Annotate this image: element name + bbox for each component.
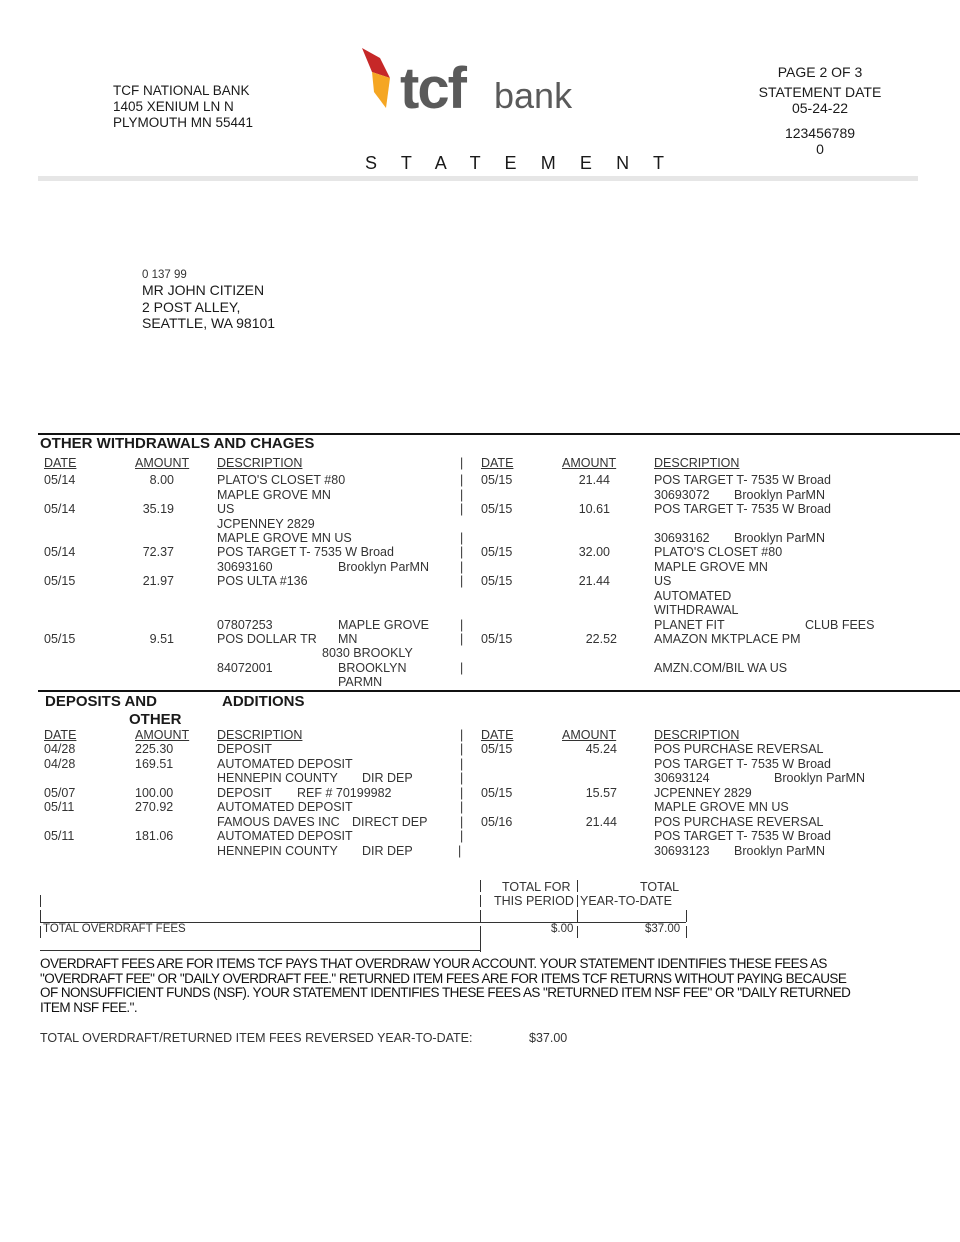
col-description: DESCRIPTION — [654, 456, 740, 470]
fee-period-value: $.00 — [551, 923, 574, 935]
page-number: PAGE 2 OF 3 — [777, 64, 863, 80]
txn-date: 05/14 — [44, 502, 76, 516]
table-rule — [577, 880, 578, 892]
table-rule — [40, 950, 480, 951]
txn-desc: DEPOSIT — [217, 786, 272, 800]
separator: | — [460, 456, 464, 470]
txn-date: 04/28 — [44, 757, 76, 771]
txn-amount: 9.51 — [149, 632, 174, 646]
txn-desc: PLANET FIT — [654, 618, 725, 632]
txn-desc: 30693162 — [654, 531, 710, 545]
col-description: DESCRIPTION — [217, 456, 303, 470]
txn-desc: JCPENNEY 2829 — [217, 517, 315, 531]
txn-desc: POS PURCHASE REVERSAL — [654, 742, 824, 756]
txn-desc: POS PURCHASE REVERSAL — [654, 815, 824, 829]
table-rule — [40, 895, 41, 907]
separator: | — [458, 844, 462, 858]
col-amount: AMOUNT — [135, 456, 190, 470]
separator: | — [460, 531, 464, 545]
deposits-title-c: ADDITIONS — [222, 693, 305, 710]
statement-date-label: STATEMENT DATE — [758, 84, 882, 100]
separator: | — [460, 829, 464, 843]
fee-col-period: TOTAL FOR — [502, 880, 571, 894]
fee-ytd-value: $37.00 — [645, 923, 681, 935]
txn-desc: POS TARGET T- 7535 W Broad — [654, 829, 831, 843]
txn-desc: AMZN.COM/BIL WA US — [654, 661, 788, 675]
txn-amount: 35.19 — [142, 502, 174, 516]
txn-desc: AUTOMATED DEPOSIT — [217, 757, 353, 771]
customer-address — [142, 268, 275, 332]
txn-date: 05/15 — [481, 545, 513, 559]
txn-date: 05/15 — [481, 502, 513, 516]
txn-amount: 15.57 — [585, 786, 617, 800]
txn-date: 05/16 — [481, 815, 513, 829]
txn-date: 05/15 — [481, 742, 513, 756]
bank-city: PLYMOUTH MN 55441 — [113, 115, 254, 130]
separator: | — [460, 742, 464, 756]
txn-desc: DIR DEP — [362, 771, 413, 785]
table-rule — [577, 926, 578, 938]
txn-desc: 84072001 — [217, 661, 273, 675]
txn-date: 05/15 — [481, 632, 513, 646]
txn-desc: 30693124 — [654, 771, 710, 785]
txn-desc: DIR DEP — [362, 844, 413, 858]
col-amount: AMOUNT — [562, 728, 617, 742]
txn-desc: PARMN — [338, 675, 383, 689]
table-rule — [686, 926, 687, 938]
txn-desc: 30693072 — [654, 488, 710, 502]
txn-date: 05/07 — [44, 786, 76, 800]
separator: | — [460, 502, 464, 516]
separator: | — [460, 618, 464, 632]
txn-date: 05/15 — [44, 632, 76, 646]
txn-desc: POS TARGET T- 7535 W Broad — [654, 757, 831, 771]
table-rule — [577, 910, 578, 922]
table-rule — [480, 910, 481, 922]
deposits-title-a: DEPOSITS AND — [45, 693, 157, 710]
txn-amount: 21.44 — [578, 473, 610, 487]
separator: | — [460, 786, 464, 800]
bank-address — [113, 83, 253, 131]
txn-date: 05/15 — [481, 473, 513, 487]
separator: | — [460, 815, 464, 829]
txn-desc: POS TARGET T- 7535 W Broad — [217, 545, 394, 559]
separator: | — [460, 757, 464, 771]
txn-desc: PLATO'S CLOSET #80 — [217, 473, 346, 487]
txn-desc: AUTOMATED DEPOSIT — [217, 829, 353, 843]
col-description: DESCRIPTION — [654, 728, 740, 742]
col-description: DESCRIPTION — [217, 728, 303, 742]
fee-col-period: THIS PERIOD — [494, 894, 574, 908]
txn-desc: MN — [338, 632, 358, 646]
txn-desc: MAPLE GROVE — [338, 618, 429, 632]
txn-amount: 100.00 — [135, 786, 174, 800]
separator: | — [460, 771, 464, 785]
txn-amount: 10.61 — [578, 502, 610, 516]
txn-desc: Brooklyn ParMN — [338, 560, 429, 574]
table-rule — [480, 926, 481, 952]
separator: | — [460, 574, 464, 588]
txn-desc: JCPENNEY 2829 — [654, 786, 752, 800]
separator: | — [460, 728, 464, 742]
table-rule — [480, 895, 481, 907]
txn-desc: WITHDRAWAL — [654, 603, 739, 617]
txn-desc: FAMOUS DAVES INC — [217, 815, 340, 829]
txn-desc: Brooklyn ParMN — [734, 488, 825, 502]
separator: | — [460, 661, 464, 675]
fee-col-ytd: TOTAL — [640, 880, 680, 894]
txn-desc: DEPOSIT — [217, 742, 272, 756]
txn-desc: REF # 70199982 — [297, 786, 392, 800]
fee-row-label: TOTAL OVERDRAFT FEES — [43, 923, 186, 935]
txn-desc: 30693160 — [217, 560, 273, 574]
txn-amount: 169.51 — [135, 757, 174, 771]
customer-code: 0 137 99 — [142, 269, 187, 281]
txn-amount: 72.37 — [142, 545, 174, 559]
txn-desc: HENNEPIN COUNTY — [217, 771, 338, 785]
customer-city: SEATTLE, WA 98101 — [142, 315, 276, 331]
txn-desc: Brooklyn ParMN — [774, 771, 865, 785]
txn-desc: POS TARGET T- 7535 W Broad — [654, 502, 831, 516]
separator: | — [460, 560, 464, 574]
txn-date: 05/15 — [44, 574, 76, 588]
txn-desc: 07807253 — [217, 618, 273, 632]
txn-date: 05/15 — [481, 574, 513, 588]
col-date: DATE — [44, 456, 77, 470]
statement-title: S T A T E M E N T — [365, 153, 674, 173]
separator: | — [460, 800, 464, 814]
txn-desc: 8030 BROOKLY — [322, 646, 413, 660]
customer-name: MR JOHN CITIZEN — [142, 282, 265, 298]
withdrawals-title: OTHER WITHDRAWALS AND CHAGES — [40, 435, 315, 452]
customer-street: 2 POST ALLEY, — [142, 298, 241, 315]
separator: | — [460, 473, 464, 487]
txn-desc: BROOKLYN — [338, 661, 407, 675]
txn-date: 05/14 — [44, 545, 76, 559]
deposits-title-b: OTHER — [129, 711, 182, 728]
statement-date: 05-24-22 — [791, 100, 849, 116]
txn-desc: MAPLE GROVE MN US — [217, 531, 352, 545]
statement-info — [740, 64, 900, 157]
txn-amount: 21.97 — [142, 574, 174, 588]
txn-desc: HENNEPIN COUNTY — [217, 844, 338, 858]
txn-desc: POS TARGET T- 7535 W Broad — [654, 473, 831, 487]
txn-amount: 181.06 — [135, 829, 174, 843]
txn-date: 05/14 — [44, 473, 76, 487]
account-number: 123456789 — [784, 125, 856, 141]
logo-main-text: tcf — [400, 56, 465, 121]
txn-desc: DIRECT DEP — [352, 815, 428, 829]
txn-desc: Brooklyn ParMN — [734, 531, 825, 545]
fees-reversed-value: $37.00 — [529, 1031, 568, 1045]
txn-desc: POS ULTA #136 — [217, 574, 308, 588]
txn-amount: 32.00 — [578, 545, 610, 559]
col-amount: AMOUNT — [135, 728, 190, 742]
col-amount: AMOUNT — [562, 456, 617, 470]
txn-desc: PLATO'S CLOSET #80 — [654, 545, 783, 559]
txn-amount: 22.52 — [585, 632, 617, 646]
logo-orange-shape — [372, 72, 390, 108]
txn-desc: AUTOMATED DEPOSIT — [217, 800, 353, 814]
table-rule — [480, 880, 481, 892]
txn-desc: MAPLE GROVE MN — [654, 560, 768, 574]
separator: | — [460, 488, 464, 502]
deposits-divider — [38, 690, 960, 692]
table-rule — [40, 926, 41, 938]
fees-reversed-label: TOTAL OVERDRAFT/RETURNED ITEM FEES REVERSED YEAR-TO-DATE: — [40, 1031, 473, 1045]
separator: | — [460, 545, 464, 559]
account-extra: 0 — [816, 141, 824, 157]
txn-desc: AUTOMATED — [654, 589, 732, 603]
txn-amount: 270.92 — [135, 800, 174, 814]
overdraft-notice: OVERDRAFT FEES ARE FOR ITEMS TCF PAYS THAT OVERDRAW YOUR ACCOUNT. YOUR STATEMENT IDENTIFIES THESE FEES AS "OVERDRAFT FEE" OR "DAILY OVERDRAFT FEE." RETURNED ITEM FEES ARE FOR ITEMS TCF RETURNS WITHOUT PAYING BECAUSE OF NONSUFFICIENT FUNDS (NSF). YOUR STATEMENT IDENTIFIES THESE FEES AS "RETURNED ITEM NSF FEE" OR "DAILY RETURNED ITEM NSF FEE.". — [40, 956, 851, 1015]
fee-col-ytd: YEAR-TO-DATE — [580, 894, 672, 908]
txn-desc: US — [217, 502, 235, 516]
txn-desc: MAPLE GROVE MN — [217, 488, 331, 502]
txn-amount: 45.24 — [585, 742, 617, 756]
separator: | — [460, 632, 464, 646]
txn-desc: CLUB FEES — [805, 618, 875, 632]
txn-amount: 21.44 — [585, 815, 617, 829]
txn-desc: 30693123 — [654, 844, 710, 858]
col-date: DATE — [481, 456, 514, 470]
txn-amount: 21.44 — [578, 574, 610, 588]
col-date: DATE — [44, 728, 77, 742]
table-rule — [40, 910, 41, 922]
txn-date: 05/11 — [44, 829, 75, 843]
table-rule — [577, 895, 578, 907]
txn-date: 05/15 — [481, 786, 513, 800]
txn-desc: Brooklyn ParMN — [734, 844, 825, 858]
bank-name: TCF NATIONAL BANK — [113, 83, 250, 98]
header-divider — [38, 176, 918, 181]
txn-desc: AMAZON MKTPLACE PM — [654, 632, 801, 646]
txn-amount: 8.00 — [149, 473, 174, 487]
tcf-bank-logo — [360, 44, 585, 122]
logo-sub-text: bank — [494, 75, 573, 116]
bank-street: 1405 XENIUM LN N — [113, 99, 234, 114]
txn-amount: 225.30 — [135, 742, 174, 756]
txn-date: 04/28 — [44, 742, 76, 756]
txn-desc: US — [654, 574, 672, 588]
table-rule — [686, 910, 687, 922]
txn-desc: MAPLE GROVE MN US — [654, 800, 789, 814]
txn-desc: POS DOLLAR TR — [217, 632, 317, 646]
txn-date: 05/11 — [44, 800, 75, 814]
col-date: DATE — [481, 728, 514, 742]
overdraft-fees-table — [40, 880, 700, 950]
